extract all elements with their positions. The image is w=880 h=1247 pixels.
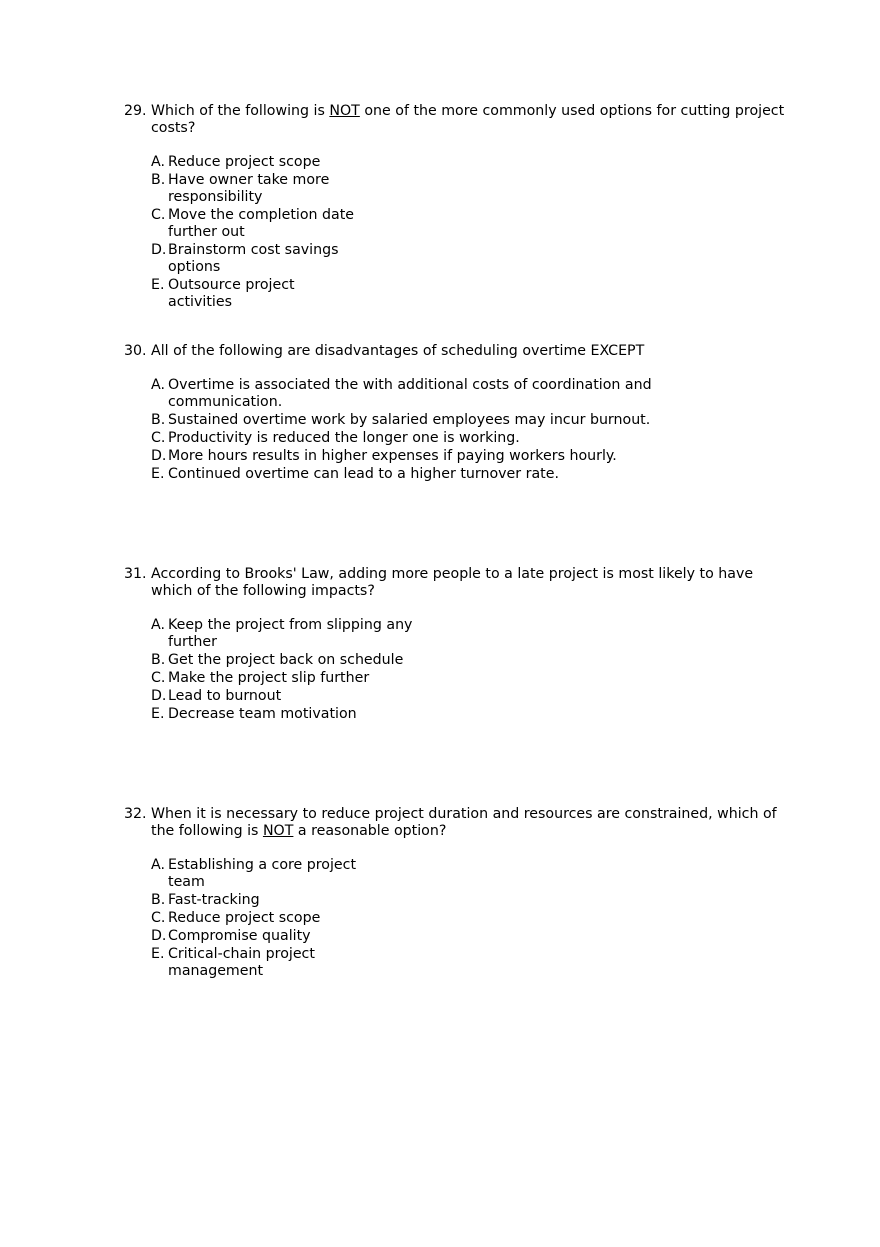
- option-text: Reduce project scope: [168, 154, 321, 170]
- option-b: [151, 412, 791, 429]
- option-text: Overtime is associated the with additional costs of coordination and communication.: [168, 377, 652, 410]
- option-a: [151, 857, 791, 891]
- question-stem: [0, 806, 791, 840]
- question-text: [151, 343, 644, 359]
- answer-options: [0, 857, 791, 980]
- option-text: Brainstorm cost savings options: [168, 242, 339, 275]
- question-32: [0, 806, 791, 981]
- option-c: [151, 910, 791, 927]
- option-text: Keep the project from slipping any further: [168, 617, 413, 650]
- option-text: Reduce project scope: [168, 910, 321, 926]
- option-letter: C.: [151, 670, 166, 686]
- option-text: Make the project slip further: [168, 670, 370, 686]
- option-e: [151, 946, 791, 980]
- question-number: 29.: [124, 103, 147, 119]
- question-number: 30.: [124, 343, 147, 359]
- option-text: Fast-tracking: [168, 892, 260, 908]
- option-letter: A.: [151, 617, 165, 633]
- option-a: [151, 377, 791, 411]
- question-emphasis: NOT: [329, 103, 360, 119]
- question-text-after: a reasonable option?: [293, 823, 447, 839]
- option-text: Outsource project activities: [168, 277, 295, 310]
- option-text: Establishing a core project team: [168, 857, 357, 890]
- option-letter: B.: [151, 412, 166, 428]
- option-text: Sustained overtime work by salaried employees may incur burnout.: [168, 412, 651, 428]
- option-letter: C.: [151, 207, 166, 223]
- option-text: Critical-chain project management: [168, 946, 315, 979]
- option-letter: E.: [151, 706, 165, 722]
- option-d: [151, 242, 791, 276]
- question-text-before: According to Brooks' Law, adding more people to a late project is most likely to have which of the following impacts?: [151, 566, 754, 599]
- option-text: Get the project back on schedule: [168, 652, 404, 668]
- option-letter: D.: [151, 928, 167, 944]
- answer-options: [0, 377, 791, 483]
- option-letter: D.: [151, 242, 167, 258]
- question-number: 32.: [124, 806, 147, 822]
- answer-options: [0, 154, 791, 311]
- option-letter: C.: [151, 910, 166, 926]
- question-text-before: When it is necessary to reduce project duration and resources are constrained, which of the following is: [151, 806, 777, 839]
- question-text-before: Which of the following is: [151, 103, 330, 119]
- option-b: [151, 892, 791, 909]
- option-letter: B.: [151, 172, 166, 188]
- option-text: Lead to burnout: [168, 688, 282, 704]
- option-b: [151, 652, 791, 669]
- option-letter: D.: [151, 688, 167, 704]
- option-letter: A.: [151, 377, 165, 393]
- option-c: [151, 207, 791, 241]
- option-letter: B.: [151, 652, 166, 668]
- option-c: [151, 670, 791, 687]
- option-text: Continued overtime can lead to a higher turnover rate.: [168, 466, 559, 482]
- option-e: [151, 277, 791, 311]
- option-letter: A.: [151, 857, 165, 873]
- question-text-after: one of the more commonly used options for cutting project costs?: [151, 103, 785, 136]
- option-letter: E.: [151, 277, 165, 293]
- question-text: [151, 103, 784, 136]
- option-b: [151, 172, 791, 206]
- option-c: [151, 430, 791, 447]
- option-letter: B.: [151, 892, 166, 908]
- option-e: [151, 706, 791, 723]
- question-30: [0, 343, 791, 484]
- option-a: [151, 154, 791, 171]
- question-text-before: All of the following are disadvantages of scheduling overtime EXCEPT: [151, 343, 645, 359]
- option-text: Productivity is reduced the longer one is working.: [168, 430, 520, 446]
- question-emphasis: NOT: [262, 823, 294, 839]
- option-text: Have owner take more responsibility: [168, 172, 330, 205]
- option-text: More hours results in higher expenses if paying workers hourly.: [168, 448, 617, 464]
- option-d: [151, 448, 791, 465]
- option-text: Move the completion date further out: [168, 207, 355, 240]
- question-number: 31.: [124, 566, 147, 582]
- option-letter: E.: [151, 946, 165, 962]
- question-stem: [0, 343, 791, 360]
- question-31: [0, 566, 791, 724]
- option-text: Compromise quality: [168, 928, 311, 944]
- option-letter: C.: [151, 430, 166, 446]
- option-a: [151, 617, 791, 651]
- option-letter: A.: [151, 154, 165, 170]
- option-letter: E.: [151, 466, 165, 482]
- option-e: [151, 466, 791, 483]
- question-text: [151, 566, 753, 599]
- option-letter: D.: [151, 448, 167, 464]
- question-stem: [0, 103, 791, 137]
- option-text: Decrease team motivation: [168, 706, 357, 722]
- question-text: [151, 806, 777, 839]
- option-d: [151, 688, 791, 705]
- answer-options: [0, 617, 791, 723]
- question-stem: [0, 566, 791, 600]
- question-29: [0, 103, 791, 312]
- option-d: [151, 928, 791, 945]
